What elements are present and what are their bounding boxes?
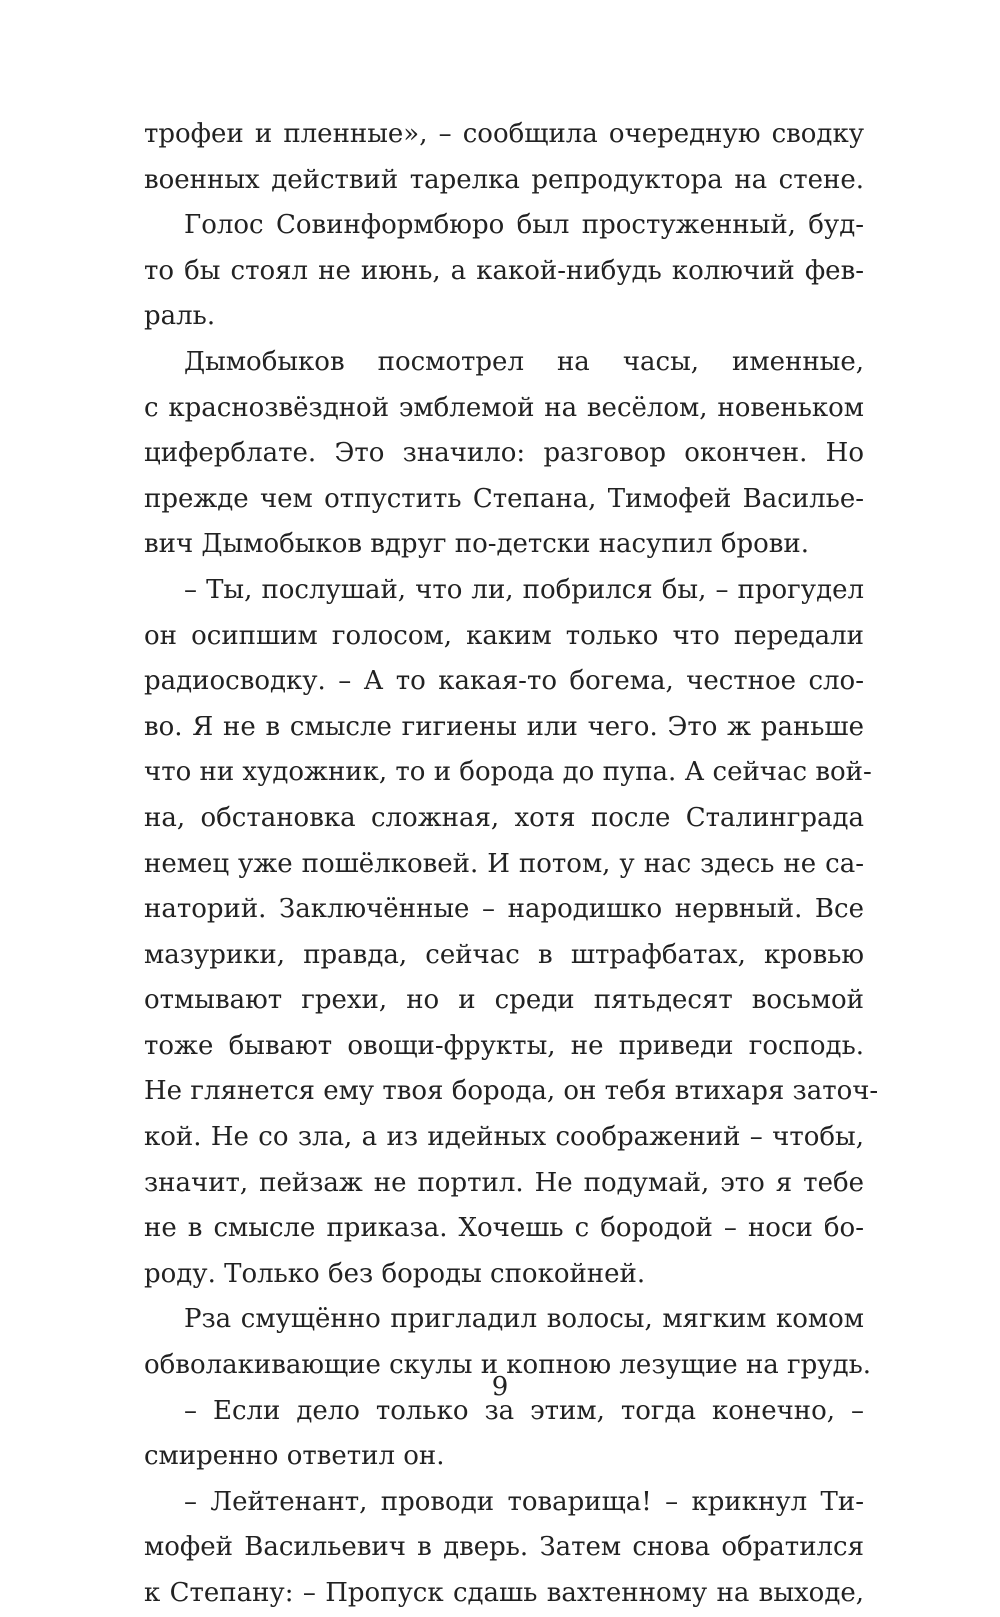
text-line: вич Дымобыков вдруг по-детски насупил брови. — [144, 529, 810, 560]
text-line: трофеи и пленные», – сообщила очередную сводку — [144, 119, 864, 149]
page-number: 9 — [491, 1372, 509, 1402]
text-line: то бы стоял не июнь, а какой-нибудь колючий фев- — [144, 255, 864, 286]
text-line: тоже бывают овощи-фрукты, не приведи господь. — [144, 1030, 864, 1061]
text-line: Не глянется ему твоя борода, он тебя втихаря заточ- — [144, 1076, 879, 1107]
text-line: раль. — [144, 301, 216, 332]
text-line: наторий. Заключённые – народишко нервный. Все — [144, 894, 864, 925]
text-line: значит, пейзаж не портил. Не подумай, это я тебе — [144, 1167, 864, 1198]
text-line: к Степану: – Пропуск сдашь вахтенному на выходе, — [144, 1578, 864, 1608]
text-line: с краснозвёздной эмблемой на весёлом, новеньком — [144, 392, 864, 423]
text-line: – Если дело только за этим, тогда конечно, – — [184, 1395, 864, 1426]
text-line: военных действий тарелка репродуктора на стене. — [144, 164, 864, 195]
text-line: – Лейтенант, проводи товарища! – крикнул Ти- — [184, 1486, 864, 1517]
text-line: мофей Васильевич в дверь. Затем снова обратился — [144, 1532, 864, 1563]
text-line: радиосводку. – А то какая-то богема, честное сло- — [144, 666, 864, 697]
text-line: смиренно ответил он. — [144, 1441, 445, 1472]
text-line: обволакивающие скулы и копною лезущие на грудь. — [144, 1350, 872, 1381]
text-line: прежде чем отпустить Степана, Тимофей Василье- — [144, 483, 864, 514]
text-line: – Ты, послушай, что ли, побрился бы, – прогудел — [184, 574, 864, 605]
text-line: что ни художник, то и борода до пупа. А сейчас вой- — [144, 757, 872, 788]
text-line: отмывают грехи, но и среди пятьдесят восьмой — [144, 985, 864, 1016]
text-line: Голос Совинформбюро был простуженный, буд- — [184, 210, 864, 241]
text-line: Дымобыков посмотрел на часы, именные, — [184, 346, 864, 377]
text-line: роду. Только без бороды спокойней. — [144, 1258, 646, 1289]
text-line: он осипшим голосом, каким только что передали — [144, 620, 864, 651]
text-line: Рза смущённо пригладил волосы, мягким комом — [184, 1304, 864, 1335]
text-line: на, обстановка сложная, хотя после Сталинграда — [144, 802, 864, 833]
text-line: кой. Не со зла, а из идейных соображений – чтобы, — [144, 1122, 864, 1153]
text-line: немец уже пошёлковей. И потом, у нас здесь не са- — [144, 848, 864, 879]
text-line: мазурики, правда, сейчас в штрафбатах, кровью — [144, 939, 864, 970]
text-line: не в смысле приказа. Хочешь с бородой – носи бо- — [144, 1213, 864, 1244]
text-line: во. Я не в смысле гигиены или чего. Это ж раньше — [144, 711, 864, 742]
text-line: циферблате. Это значило: разговор окончен. Но — [144, 438, 864, 469]
